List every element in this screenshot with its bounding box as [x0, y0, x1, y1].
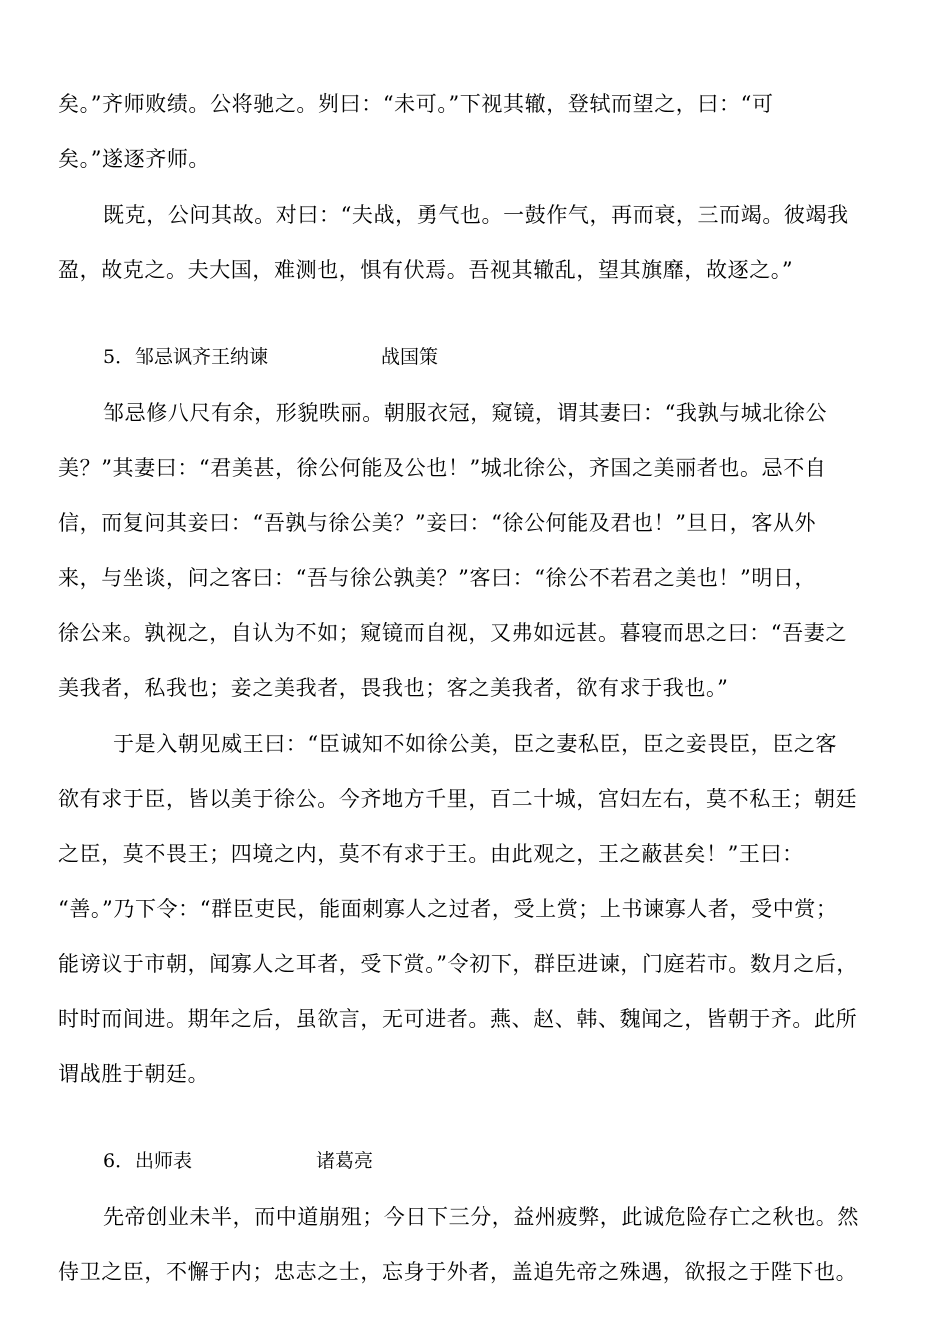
text-line: 之臣，莫不畏王；四境之内，莫不有求于王。由此观之，王之蔽甚矣！”王曰：	[58, 842, 804, 866]
section-title: 邹忌讽齐王纳谏	[135, 346, 269, 368]
section-source: 诸葛亮	[316, 1150, 374, 1172]
text-line: 美我者，私我也；妾之美我者，畏我也；客之美我者，欲有求于我也。”	[58, 676, 729, 700]
text-line: 信，而复问其妾曰：“吾孰与徐公美？”妾曰：“徐公何能及君也！”旦日，客从外	[58, 511, 817, 535]
text-line: 盈，故克之。夫大国，难测也，惧有伏焉。吾视其辙乱，望其旗靡，故逐之。”	[58, 258, 794, 282]
text-line: 谓战胜于朝廷。	[58, 1062, 210, 1086]
text-line: 于是入朝见威王曰：“臣诚知不如徐公美，臣之妻私臣，臣之妾畏臣，臣之客	[113, 732, 838, 756]
section-number: 6．	[103, 1150, 135, 1172]
text-line: 能谤议于市朝，闻寡人之耳者，受下赏。”令初下，群臣进谏，门庭若市。数月之后，	[58, 952, 859, 976]
section-number: 5．	[103, 346, 135, 368]
text-line: 美？”其妻曰：“君美甚，徐公何能及公也！”城北徐公，齐国之美丽者也。忌不自	[58, 456, 827, 480]
section-source: 战国策	[381, 346, 439, 368]
text-line: 侍卫之臣，不懈于内；忠志之士，忘身于外者，盖追先帝之殊遇，欲报之于陛下也。	[58, 1260, 858, 1284]
text-line: 矣。”齐师败绩。公将驰之。刿曰：“未可。”下视其辙，登轼而望之，曰：“可	[58, 92, 774, 116]
text-line: 先帝创业未半，而中道崩殂；今日下三分，益州疲弊，此诚危险存亡之秋也。然	[103, 1205, 859, 1229]
text-line: 邹忌修八尺有余，形貌昳丽。朝服衣冠，窥镜，谓其妻曰：“我孰与城北徐公	[103, 401, 828, 425]
text-line: 欲有求于臣，皆以美于徐公。今齐地方千里，百二十城，宫妇左右，莫不私王；朝廷	[58, 787, 858, 811]
section-title: 出师表	[135, 1150, 193, 1172]
text-line: 时时而间进。期年之后，虽欲言，无可进者。燕、赵、韩、魏闻之，皆朝于齐。此所	[58, 1007, 858, 1031]
text-line: 矣。”遂逐齐师。	[58, 147, 211, 171]
text-line: “善。”乃下令：“群臣吏民，能面刺寡人之过者，受上赏；上书谏寡人者，受中赏；	[58, 897, 838, 921]
text-line: 徐公来。孰视之，自认为不如；窥镜而自视，又弗如远甚。暮寝而思之曰：“吾妻之	[58, 621, 847, 645]
text-line: 来，与坐谈，问之客曰：“吾与徐公孰美？”客曰：“徐公不若君之美也！”明日，	[58, 566, 817, 590]
text-line: 既克，公问其故。对曰：“夫战，勇气也。一鼓作气，再而衰，三而竭。彼竭我	[103, 203, 849, 227]
